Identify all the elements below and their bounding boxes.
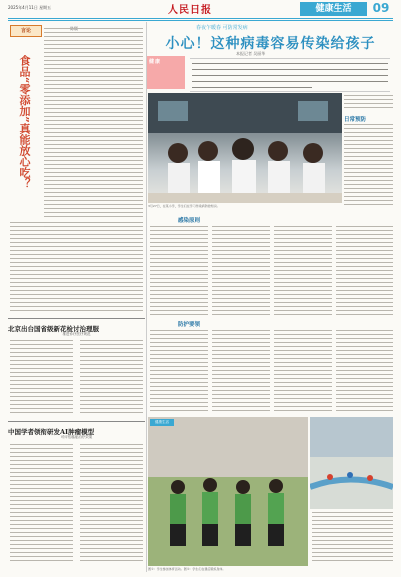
- section-label: 健康生活: [300, 2, 367, 16]
- main-story-lead: [190, 58, 390, 92]
- story3-subheadline: 可评估癌症治疗效果: [60, 435, 93, 439]
- commentary-badge: 言论: [10, 25, 42, 37]
- subheading-3: 日常预防: [344, 117, 367, 123]
- section-divider: [8, 318, 145, 319]
- main-story-byline: 本报记者 吴丽华: [236, 51, 266, 56]
- bottom-photo-caption: 图①：学生参加体育活动。图②：学生们在课后锻炼身体。: [148, 567, 226, 571]
- bottom-section-badge: 健康生活: [150, 419, 174, 426]
- newspaper-masthead: 人民日报: [168, 5, 212, 16]
- header-rule: [8, 18, 393, 19]
- running-track-photo: [310, 417, 393, 509]
- subheading-1: 感染原则: [178, 218, 201, 224]
- main-story-headline: 小心！这种病毒容易传染给孩子: [165, 36, 376, 52]
- story2-headline: 北京出台国省级新花检讨治理服: [8, 325, 99, 333]
- story3-headline: 中国学者领衔研发AI肿瘤模型: [8, 428, 95, 436]
- column-divider: [146, 22, 147, 572]
- classroom-photo: [148, 93, 342, 203]
- story2-subheadline: 推进诊疗医疗规范: [62, 332, 91, 336]
- header-rule-2: [8, 20, 393, 21]
- health-logo-text: 健康: [149, 59, 162, 65]
- subheading-2: 防护要领: [178, 322, 201, 328]
- commentary-title: 食品“零添加”真能放心吃？: [18, 55, 31, 189]
- page-number: 09: [372, 1, 390, 15]
- section-divider-2: [8, 421, 145, 422]
- main-story-kicker: 春夜乍暖春 可防常发病: [196, 25, 248, 31]
- classroom-photo-caption: 3月27日，在某小学，学生们在学习传染病防控知识。: [148, 204, 220, 208]
- students-exercise-photo: [148, 417, 308, 566]
- issue-date: 2025年4月11日 星期五: [8, 5, 52, 10]
